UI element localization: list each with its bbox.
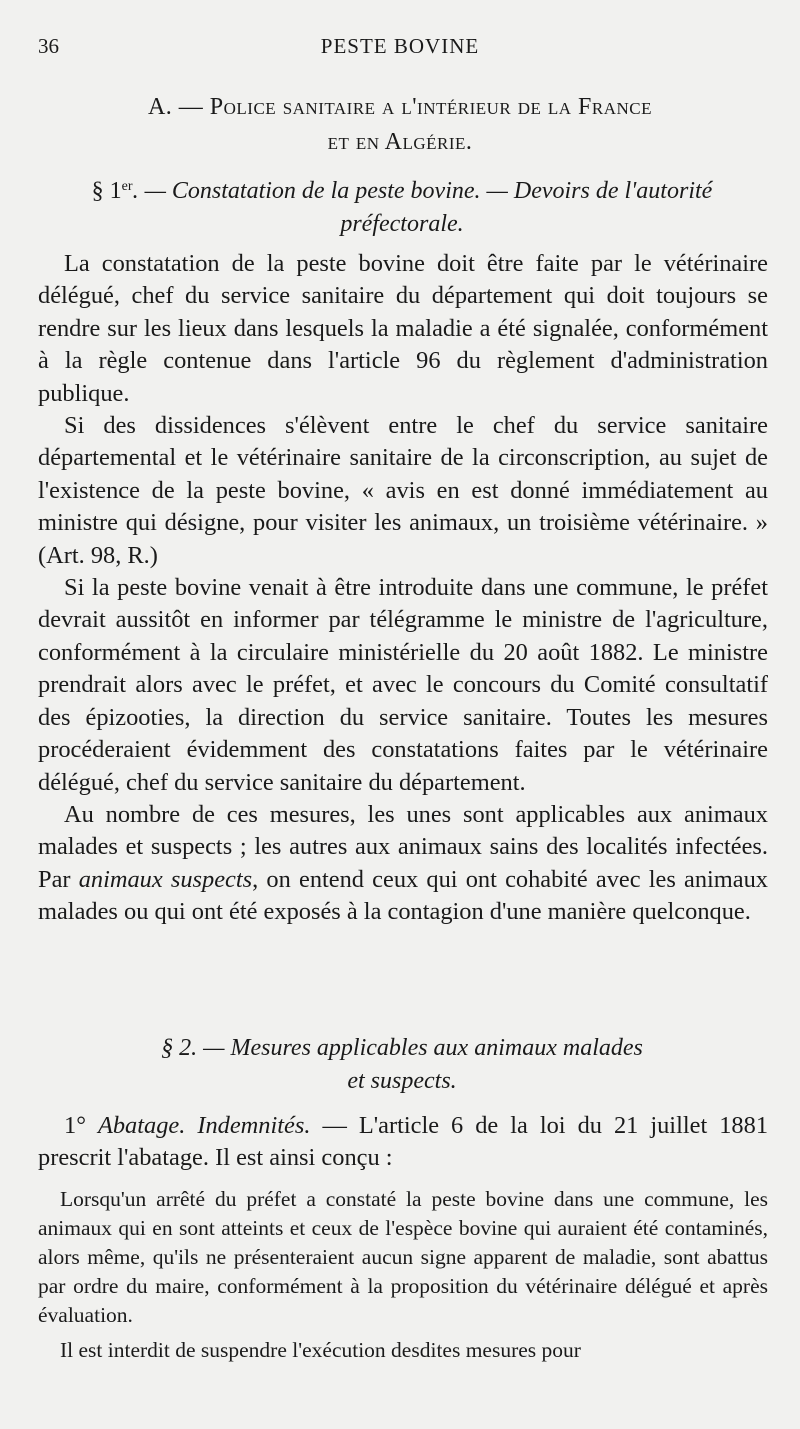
running-head xyxy=(38,34,762,64)
paragraph: Si la peste bovine venait à être introduite dans une commune, le préfet devrait aussitôt en informer par télégramme le ministre de l'agriculture, conformément à la circulaire ministérielle du 20 août 1882. Le ministre prendrait alors avec le préfet, et avec le concours du Comité consultatif des épizooties, la direction du service sanitaire. Toutes les mesures procéderaient évidemment des constatations faites par le vétérinaire délégué, chef du service sanitaire du département. xyxy=(38,574,768,796)
running-title: PESTE BOVINE xyxy=(320,34,480,58)
section-heading-a xyxy=(40,90,760,160)
paragraph: La constatation de la peste bovine doit être faite par le vétérinaire délégué, chef du service sanitaire du département qui doit toujours se rendre sur les lieux dans lesquels la maladie a été signalée, conformément à la règle contenue dans l'article 96 du règlement d'administration publique. xyxy=(38,250,768,407)
paragraph-text: , on entend ceux qui ont cohabité avec les animaux malades ou qui ont été exposés à la contagion d'une manière quelconque. xyxy=(38,865,768,926)
italic-term: animaux suspects xyxy=(78,865,253,893)
paragraph xyxy=(38,1110,768,1175)
paragraph-text: Au nombre de ces mesures, les unes sont applicables aux animaux malades et suspects ; les autres aux animaux sains des localités infectées. Par xyxy=(38,800,768,893)
body-section-2 xyxy=(38,1110,768,1175)
quote-paragraph: Il est interdit de suspendre l'exécution desdites mesures pour xyxy=(60,1338,581,1362)
subsection-2-heading-line1: § 2. — Mesures applicables aux animaux malades xyxy=(161,1035,643,1061)
paragraph: Si des dissidences s'élèvent entre le chef du service sanitaire départemental et le vétérinaire sanitaire de la circonscription, au sujet de l'existence de la peste bovine, « avis en est donné immédiatement au ministre qui désigne, pour visiter les animaux, un troisième vétérinaire. » (Art. 98, R.) xyxy=(38,412,768,569)
subsection-1-heading xyxy=(40,175,764,241)
subsection-1-heading-line1 xyxy=(40,175,764,208)
subsection-1-title: . — Constatation de la peste bovine. — Devoirs de l'autorité xyxy=(132,178,713,204)
section-mark: § 1 xyxy=(91,178,122,204)
italic-title: Abatage. Indemnités. xyxy=(97,1112,311,1139)
subsection-1-heading-line2: préfectorale. xyxy=(340,211,464,237)
item-number: 1° xyxy=(64,1112,98,1139)
subsection-2-heading xyxy=(40,1032,764,1098)
paragraph xyxy=(38,799,768,929)
section-heading-a-line1: A. — Police sanitaire a l'intérieur de la France xyxy=(147,94,653,120)
section-heading-a-line2: et en Algérie. xyxy=(327,129,473,155)
quote-paragraph: Lorsqu'un arrêté du préfet a constaté la peste bovine dans une commune, les animaux qui en sont atteints et ceux de l'espèce bovine qui auraient été contaminés, alors même, qu'ils ne présenteraient aucun signe apparent de maladie, sont abattus par ordre du maire, conformément à la proposition du vétérinaire délégué et après évaluation. xyxy=(38,1187,768,1327)
law-quote xyxy=(38,1185,768,1365)
body-section-1 xyxy=(38,248,768,929)
paragraph-text: — L'article 6 de la loi du 21 juillet 1881 prescrit l'abatage. Il est ainsi conçu : xyxy=(38,1112,769,1172)
section-mark-sup: er xyxy=(121,179,133,194)
subsection-2-heading-line2: et suspects. xyxy=(347,1068,457,1094)
page-number: 36 xyxy=(38,34,59,58)
